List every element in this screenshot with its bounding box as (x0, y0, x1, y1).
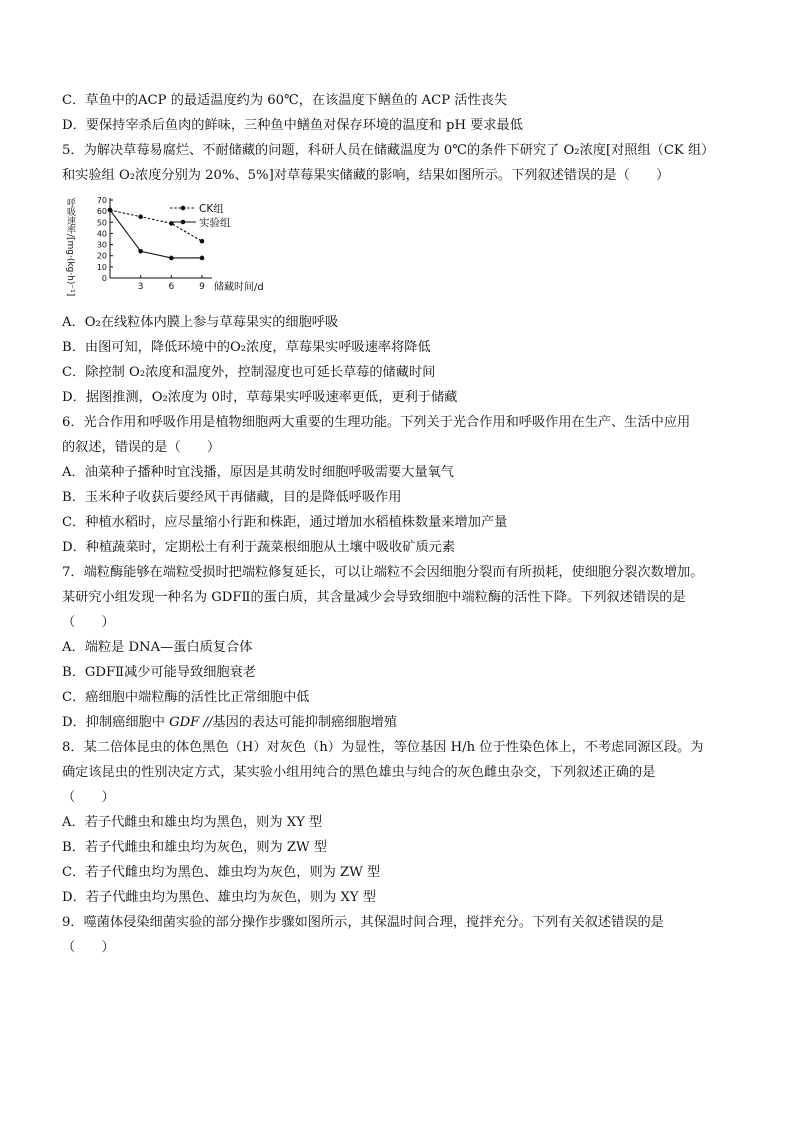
series-point-0 (138, 214, 143, 219)
q8-stem-line-2: 确定该昆虫的性别决定方式，某实验小组用纯合的黑色雄虫与纯合的灰色雌虫杂交，下列叙述正确的是 (62, 765, 656, 780)
exam-page (62, 88, 742, 960)
chart-legend (170, 203, 231, 229)
x-tick-label: 9 (199, 282, 205, 292)
q5-option-c: C．除控制 O₂浓度和温度外，控制湿度也可延长草莓的储藏时间 (62, 365, 436, 380)
q4-option-c: C．草鱼中的ACP 的最适温度约为 60℃，在该温度下鳝鱼的 ACP 活性丧失 (62, 93, 508, 108)
q5-chart (62, 192, 742, 304)
q7-option-a: A．端粒是 DNA—蛋白质复合体 (62, 640, 253, 655)
q5-option-a: A．O₂在线粒体内膜上参与草莓果实的细胞呼吸 (62, 315, 339, 330)
series-point-0 (200, 239, 205, 244)
q8-option-c: C．若子代雌虫均为黑色、雄虫均为灰色，则为 ZW 型 (62, 865, 381, 880)
q8-option-b: B．若子代雌虫和雄虫均为灰色，则为 ZW 型 (62, 840, 327, 855)
q7-option-b: B．GDFⅡ减少可能导致细胞衰老 (62, 665, 256, 680)
series-point-1 (200, 256, 205, 261)
y-tick-label: 0 (101, 274, 107, 283)
q8-stem-line-1: 8．某二倍体昆虫的体色黑色（H）对灰色（h）为显性，等位基因 H/h 位于性染色体上，不考虑同源区段。为 (62, 740, 704, 755)
q6-option-a: A．油菜种子播种时宜浅播，原因是其萌发时细胞呼吸需要大量氧气 (62, 465, 454, 480)
q5-option-d: D．据图推测，O₂浓度为 0时，草莓果实呼吸速率更低，更利于储藏 (62, 390, 458, 405)
x-axis-label: 储藏时间/d (214, 282, 264, 293)
legend-label-1: 实验组 (199, 217, 231, 229)
y-tick-label: 70 (96, 196, 107, 205)
q8-stem-line-3: （ ） (62, 790, 115, 805)
series-point-1 (138, 249, 143, 254)
q7-stem-line-3: （ ） (62, 615, 115, 630)
legend-marker-1 (181, 220, 186, 225)
y-tick-label: 30 (96, 240, 107, 250)
series-line-1 (110, 210, 202, 258)
series-point-1 (169, 256, 174, 261)
legend-marker-0 (181, 206, 186, 211)
series-point-1 (108, 208, 113, 213)
x-tick-label: 3 (137, 282, 144, 292)
x-tick-label: 6 (168, 282, 175, 292)
q7-stem-line-1: 7．端粒酶能够在端粒受损时把端粒修复延长，可以让端粒不会因细胞分裂而有所损耗，使细胞分裂次数增加。 (62, 565, 704, 580)
chart-series (108, 208, 205, 261)
series-line-0 (110, 210, 202, 241)
y-tick-label: 40 (96, 229, 107, 239)
q6-option-d: D．种植蔬菜时，定期松土有利于蔬菜根细胞从土壤中吸收矿质元素 (62, 540, 456, 555)
q4-option-d: D．要保持宰杀后鱼肉的鲜味，三种鱼中鳝鱼对保存环境的温度和 pH 要求最低 (62, 118, 523, 133)
y-tick-label: 50 (96, 218, 107, 228)
q7-option-d-post: 基因的表达可能抑制癌细胞增殖 (212, 715, 398, 730)
q9-stem-line-1: 9．噬菌体侵染细菌实验的部分操作步骤如图所示，其保温时间合理，搅拌充分。下列有关叙述错误的是 (62, 915, 664, 930)
y-axis-label-text: 呼吸速率/[mg·(kg·h)⁻¹] (65, 198, 75, 297)
y-axis-label (65, 197, 76, 296)
y-tick-label: 60 (96, 207, 107, 217)
q6-stem-line-1: 6．光合作用和呼吸作用是植物细胞两大重要的生理功能。下列关于光合作用和呼吸作用在生产、生活中应用 (62, 415, 691, 430)
q5-stem-line-2: 和实验组 O₂浓度分别为 20%、5%]对草莓果实储藏的影响，结果如图所示。下列叙述错误的是（ ） (62, 168, 670, 183)
y-tick-label: 20 (96, 251, 107, 261)
q5-line-chart (62, 192, 292, 304)
q8-option-a: A．若子代雌虫和雄虫均为黑色，则为 XY 型 (62, 815, 323, 830)
q6-option-c: C．种植水稻时，应尽量缩小行距和株距，通过增加水稻植株数量来增加产量 (62, 515, 508, 530)
q5-stem-line-1: 5．为解决草莓易腐烂、不耐储藏的问题，科研人员在储藏温度为 0℃的条件下研究了 O₂浓度[对照组（CK 组） (62, 143, 715, 158)
q5-option-b: B．由图可知，降低环境中的O₂浓度，草莓果实呼吸速率将降低 (62, 340, 431, 355)
y-tick-label: 10 (96, 262, 107, 272)
q6-option-b: B．玉米种子收获后要经风干再储藏，目的是降低呼吸作用 (62, 490, 402, 505)
q7-stem-line-2: 某研究小组发现一种名为 GDFⅡ的蛋白质，其含量减少会导致细胞中端粒酶的活性下降。下列叙述错误的是 (62, 590, 686, 605)
legend-label-0: CK组 (199, 203, 224, 215)
q7-option-d (62, 710, 742, 735)
q6-stem-line-2: 的叙述，错误的是（ ） (62, 440, 221, 455)
q9-stem-line-2: （ ） (62, 940, 115, 955)
q7-option-d-pre: D．抑制癌细胞中 (62, 715, 170, 730)
q7-option-c: C．癌细胞中端粒酶的活性比正常细胞中低 (62, 690, 310, 705)
q8-option-d: D．若子代雌虫均为黑色、雄虫均为灰色，则为 XY 型 (62, 890, 376, 905)
q7-option-d-gene: GDF // (169, 715, 213, 730)
